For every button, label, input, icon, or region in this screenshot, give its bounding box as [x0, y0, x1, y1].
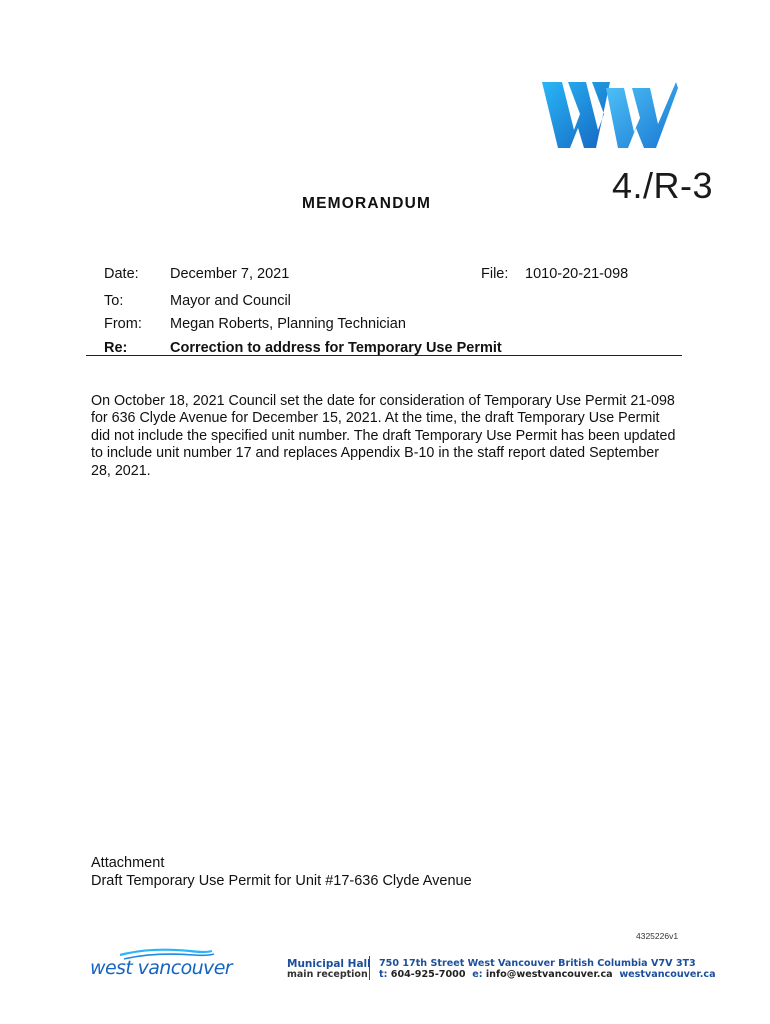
- file-value: 1010-20-21-098: [525, 266, 629, 282]
- from-label: From:: [104, 316, 142, 332]
- memo-body-paragraph: On October 18, 2021 Council set the date for consideration of Temporary Use Permit 21-098 for 636 Clyde Avenue for December 15, 2021. At the time, the draft Temporary Use Permit did not include the specified unit number. The draft Temporary Use Permit has been updated to include unit number 17 and replaces Appendix B-10 in the staff report dated September 28, 2021.: [91, 393, 676, 479]
- from-value: Megan Roberts, Planning Technician: [170, 316, 406, 332]
- re-value: Correction to address for Temporary Use Permit: [170, 340, 502, 356]
- attachment-heading: Attachment: [91, 855, 165, 871]
- footer-logo-text: west vancouver: [90, 957, 233, 979]
- to-label: To:: [104, 293, 124, 309]
- footer-website[interactable]: westvancouver.ca: [619, 969, 716, 980]
- document-id: 4325226v1: [636, 931, 679, 941]
- footer-contact-line: [379, 969, 716, 981]
- footer-divider: [369, 956, 370, 980]
- re-label: Re:: [104, 340, 128, 356]
- agenda-item-number: 4./R-3: [612, 165, 714, 206]
- west-vancouver-w-logo: [540, 78, 680, 150]
- tel-key: t:: [379, 969, 388, 980]
- email-key: e:: [472, 969, 483, 980]
- footer-reception: main reception: [287, 969, 368, 980]
- subject-divider: [86, 355, 682, 356]
- date-label: Date:: [104, 266, 139, 282]
- footer-phone[interactable]: 604-925-7000: [390, 969, 466, 980]
- footer-municipal-hall: Municipal Hall: [287, 958, 371, 970]
- footer-address: 750 17th Street West Vancouver British Columbia V7V 3T3: [379, 958, 696, 969]
- file-label: File:: [481, 266, 509, 282]
- attachment-item: Draft Temporary Use Permit for Unit #17-636 Clyde Avenue: [91, 873, 472, 889]
- to-value: Mayor and Council: [170, 293, 291, 309]
- memo-title: MEMORANDUM: [302, 195, 432, 212]
- date-value: December 7, 2021: [170, 266, 290, 282]
- west-vancouver-footer-logo: [90, 947, 233, 983]
- footer-email[interactable]: info@westvancouver.ca: [485, 969, 613, 980]
